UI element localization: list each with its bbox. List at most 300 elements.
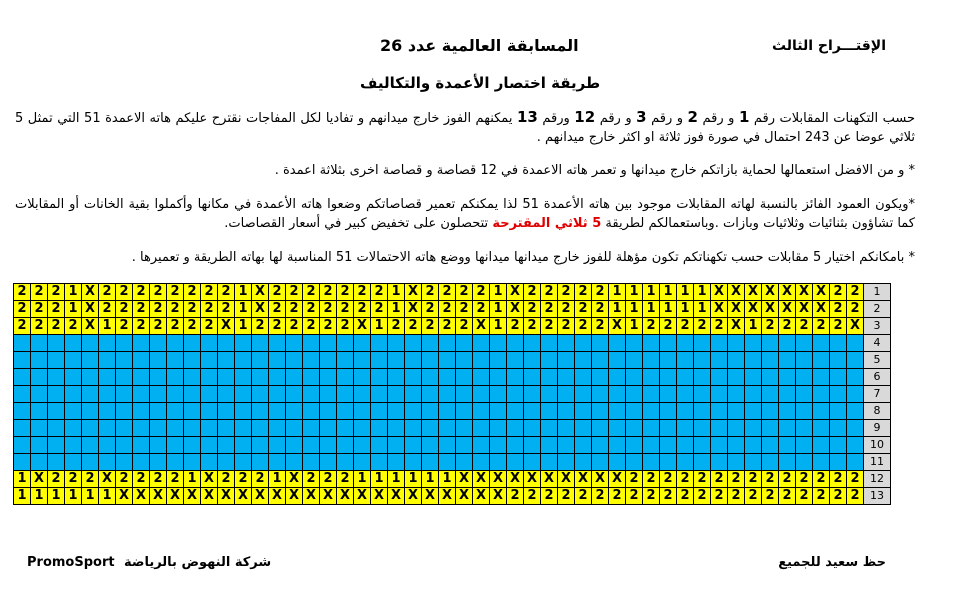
grid-cell: 1	[388, 471, 405, 488]
grid-cell: 2	[541, 284, 558, 301]
grid-cell-empty	[14, 454, 31, 471]
grid-cell: 2	[456, 318, 473, 335]
grid-cell: 2	[524, 318, 541, 335]
grid-cell: 2	[269, 301, 286, 318]
grid-cell: X	[779, 301, 796, 318]
grid-cell-empty	[796, 437, 813, 454]
grid-cell-empty	[813, 420, 830, 437]
grid-cell-empty	[524, 386, 541, 403]
grid-cell: 2	[473, 284, 490, 301]
grid-cell-empty	[694, 352, 711, 369]
grid-cell: 2	[456, 284, 473, 301]
row-number: 5	[864, 352, 891, 369]
grid-cell: 2	[677, 488, 694, 505]
grid-cell: X	[388, 488, 405, 505]
page-subtitle: طريقة اختصار الأعمدة والتكاليف	[360, 74, 601, 92]
grid-cell-empty	[116, 352, 133, 369]
grid-cell-empty	[116, 369, 133, 386]
grid-cell-empty	[201, 437, 218, 454]
grid-cell-empty	[184, 369, 201, 386]
grid-cell-empty	[99, 437, 116, 454]
grid-cell: 2	[779, 318, 796, 335]
grid-cell-empty	[796, 454, 813, 471]
grid-cell-empty	[354, 352, 371, 369]
grid-cell-empty	[575, 386, 592, 403]
grid-cell-empty	[745, 335, 762, 352]
grid-cell-empty	[711, 386, 728, 403]
grid-cell-empty	[762, 335, 779, 352]
grid-cell-empty	[269, 335, 286, 352]
grid-cell: 2	[728, 471, 745, 488]
grid-cell: X	[218, 488, 235, 505]
grid-cell-empty	[48, 352, 65, 369]
grid-cell-empty	[643, 403, 660, 420]
grid-cell-empty	[847, 335, 864, 352]
grid-cell: X	[524, 471, 541, 488]
grid-cell-empty	[626, 369, 643, 386]
grid-cell: 2	[320, 318, 337, 335]
grid-cell-empty	[711, 420, 728, 437]
grid-cell-empty	[473, 437, 490, 454]
grid-cell-empty	[796, 403, 813, 420]
grid-cell-empty	[218, 437, 235, 454]
grid-cell: 2	[762, 318, 779, 335]
grid-cell-empty	[592, 386, 609, 403]
grid-cell: 2	[575, 301, 592, 318]
grid-cell-empty	[14, 420, 31, 437]
grid-cell: X	[728, 284, 745, 301]
grid-cell-empty	[48, 335, 65, 352]
grid-cell: X	[252, 284, 269, 301]
grid-cell: 2	[847, 284, 864, 301]
grid-cell: X	[490, 471, 507, 488]
grid-cell: 2	[133, 471, 150, 488]
p1-text-a: حسب التكهنات المقابلات رقم	[753, 111, 916, 126]
grid-cell: X	[31, 471, 48, 488]
grid-cell-empty	[473, 352, 490, 369]
grid-cell-empty	[609, 454, 626, 471]
grid-cell: 2	[439, 318, 456, 335]
grid-cell-empty	[422, 369, 439, 386]
grid-cell-empty	[728, 420, 745, 437]
grid-cell-empty	[184, 386, 201, 403]
grid-cell: 2	[303, 471, 320, 488]
grid-cell: X	[541, 471, 558, 488]
grid-cell-empty	[218, 386, 235, 403]
grid-cell-empty	[643, 420, 660, 437]
grid-cell-empty	[813, 352, 830, 369]
grid-cell-empty	[337, 335, 354, 352]
intro-paragraph	[15, 108, 915, 147]
grid-cell-empty	[677, 454, 694, 471]
grid-cell-empty	[524, 335, 541, 352]
grid-cell-empty	[269, 352, 286, 369]
grid-cell: 2	[116, 471, 133, 488]
grid-cell-empty	[354, 403, 371, 420]
grid-cell: 2	[150, 318, 167, 335]
p1-text-f: يمكنهم الفوز خارج ميدانهم و تفاديا لكل المفاجات نقترح عليكم هاته الاعمدة 51 التي تمثل 5 ثلاثي عوضا عن 243 احتمال في صورة فوز ثلاثة او اكثر خارج ميدانهم .	[15, 111, 915, 145]
grid-cell: X	[354, 488, 371, 505]
grid-cell-empty	[524, 420, 541, 437]
grid-cell-empty	[507, 352, 524, 369]
grid-cell: 2	[592, 284, 609, 301]
grid-cell-empty	[388, 369, 405, 386]
grid-cell-empty	[269, 437, 286, 454]
grid-cell-empty	[31, 454, 48, 471]
grid-row-2	[14, 301, 891, 318]
grid-cell-empty	[48, 454, 65, 471]
grid-cell: 2	[541, 318, 558, 335]
grid-cell: 2	[643, 318, 660, 335]
grid-cell-empty	[371, 335, 388, 352]
grid-cell-empty	[133, 420, 150, 437]
grid-cell-empty	[762, 437, 779, 454]
grid-cell-empty	[830, 454, 847, 471]
grid-cell: 1	[371, 471, 388, 488]
grid-cell-empty	[643, 437, 660, 454]
grid-cell-empty	[490, 335, 507, 352]
grid-cell: 2	[813, 318, 830, 335]
grid-cell-empty	[507, 454, 524, 471]
grid-cell-empty	[541, 403, 558, 420]
grid-cell: X	[337, 488, 354, 505]
grid-cell-empty	[473, 369, 490, 386]
page-title: المسابقة العالمية عدد 26	[380, 36, 579, 55]
grid-cell-empty	[592, 420, 609, 437]
grid-cell: 1	[439, 471, 456, 488]
match-number-1: 1	[738, 108, 750, 126]
grid-cell-empty	[541, 369, 558, 386]
grid-cell-empty	[626, 335, 643, 352]
grid-cell-empty	[745, 369, 762, 386]
grid-cell-empty	[660, 352, 677, 369]
grid-cell: X	[252, 488, 269, 505]
grid-cell: 2	[48, 284, 65, 301]
grid-cell-empty	[592, 403, 609, 420]
grid-cell: X	[184, 488, 201, 505]
grid-cell-empty	[235, 386, 252, 403]
grid-cell: 2	[745, 488, 762, 505]
grid-cell: 2	[167, 471, 184, 488]
grid-cell-empty	[796, 420, 813, 437]
grid-cell-empty	[507, 437, 524, 454]
grid-cell: 2	[286, 301, 303, 318]
grid-cell-empty	[575, 403, 592, 420]
grid-cell: 2	[116, 318, 133, 335]
grid-cell: 2	[592, 488, 609, 505]
grid-cell: 1	[490, 301, 507, 318]
grid-cell-empty	[609, 369, 626, 386]
grid-cell-empty	[541, 335, 558, 352]
grid-cell: 1	[31, 488, 48, 505]
grid-cell-empty	[320, 335, 337, 352]
grid-cell-empty	[286, 352, 303, 369]
grid-cell-empty	[31, 403, 48, 420]
grid-cell: 2	[796, 471, 813, 488]
row-number: 4	[864, 335, 891, 352]
grid-cell-empty	[371, 403, 388, 420]
grid-cell-empty	[694, 386, 711, 403]
grid-cell: X	[82, 318, 99, 335]
grid-cell-empty	[82, 352, 99, 369]
grid-cell-empty	[847, 403, 864, 420]
grid-cell: 2	[592, 318, 609, 335]
grid-cell-empty	[320, 403, 337, 420]
grid-cell-empty	[745, 386, 762, 403]
p3-text-b: تتحصلون على تخفيض كبير في أسعار القصاصات.	[224, 216, 489, 231]
grid-cell-empty	[439, 369, 456, 386]
grid-cell: 2	[609, 488, 626, 505]
grid-cell-empty	[252, 335, 269, 352]
grid-cell-empty	[65, 454, 82, 471]
grid-cell-empty	[150, 386, 167, 403]
grid-cell: X	[779, 284, 796, 301]
grid-cell-empty	[490, 420, 507, 437]
grid-cell-empty	[82, 335, 99, 352]
grid-cell: X	[354, 318, 371, 335]
grid-cell: X	[762, 301, 779, 318]
grid-cell-empty	[48, 369, 65, 386]
grid-cell-empty	[388, 352, 405, 369]
grid-cell-empty	[558, 386, 575, 403]
row-number: 12	[864, 471, 891, 488]
grid-cell: 2	[201, 284, 218, 301]
grid-cell-empty	[626, 386, 643, 403]
grid-cell-empty	[252, 386, 269, 403]
grid-cell-empty	[796, 386, 813, 403]
grid-cell: 2	[150, 284, 167, 301]
grid-cell-empty	[133, 352, 150, 369]
grid-cell-empty	[779, 369, 796, 386]
grid-cell-empty	[167, 352, 184, 369]
grid-cell-empty	[762, 454, 779, 471]
grid-cell-empty	[269, 369, 286, 386]
grid-cell-empty	[235, 335, 252, 352]
grid-cell: 2	[813, 488, 830, 505]
grid-cell: X	[728, 301, 745, 318]
grid-cell-empty	[847, 352, 864, 369]
grid-cell: 2	[405, 318, 422, 335]
grid-cell-empty	[320, 437, 337, 454]
grid-cell-empty	[813, 403, 830, 420]
grid-cell-empty	[184, 420, 201, 437]
grid-cell-empty	[252, 420, 269, 437]
row-number: 3	[864, 318, 891, 335]
grid-cell: 2	[218, 301, 235, 318]
grid-cell: 2	[303, 301, 320, 318]
grid-cell: X	[473, 471, 490, 488]
grid-cell-empty	[847, 454, 864, 471]
grid-cell-empty	[235, 420, 252, 437]
grid-cell: 2	[422, 318, 439, 335]
grid-cell: 2	[507, 318, 524, 335]
grid-cell-empty	[507, 420, 524, 437]
grid-cell-empty	[82, 386, 99, 403]
grid-cell: 2	[456, 301, 473, 318]
grid-cell-empty	[524, 403, 541, 420]
grid-cell-empty	[558, 335, 575, 352]
grid-cell-empty	[779, 335, 796, 352]
grid-cell: 2	[694, 488, 711, 505]
p1-text-c: و رقم	[651, 111, 684, 126]
grid-cell: X	[320, 488, 337, 505]
grid-cell: 2	[575, 488, 592, 505]
grid-cell-empty	[167, 386, 184, 403]
grid-cell: 1	[48, 488, 65, 505]
grid-cell: 2	[796, 318, 813, 335]
grid-cell: X	[99, 471, 116, 488]
grid-cell-empty	[745, 420, 762, 437]
grid-cell-empty	[99, 352, 116, 369]
grid-cell-empty	[711, 437, 728, 454]
grid-cell: 2	[116, 301, 133, 318]
grid-cell: 2	[167, 284, 184, 301]
grid-cell: 2	[575, 284, 592, 301]
grid-cell: 2	[558, 284, 575, 301]
grid-cell: 1	[65, 488, 82, 505]
grid-cell-empty	[677, 403, 694, 420]
grid-cell-empty	[422, 403, 439, 420]
row-number: 6	[864, 369, 891, 386]
grid-cell: 2	[201, 318, 218, 335]
grid-cell: 2	[813, 471, 830, 488]
grid-cell: X	[439, 488, 456, 505]
grid-cell: 2	[762, 488, 779, 505]
grid-cell: 2	[558, 318, 575, 335]
grid-cell-empty	[388, 335, 405, 352]
grid-cell-empty	[762, 403, 779, 420]
grid-cell: 2	[133, 301, 150, 318]
grid-cell-empty	[456, 420, 473, 437]
grid-cell-empty	[694, 369, 711, 386]
grid-cell-empty	[82, 454, 99, 471]
grid-cell: 2	[694, 318, 711, 335]
grid-cell-empty	[133, 335, 150, 352]
grid-cell-empty	[762, 352, 779, 369]
grid-cell-empty	[320, 420, 337, 437]
grid-cell-empty	[592, 437, 609, 454]
grid-cell: X	[711, 301, 728, 318]
grid-cell-empty	[422, 420, 439, 437]
grid-cell-empty	[643, 335, 660, 352]
grid-cell-empty	[14, 352, 31, 369]
grid-cell-empty	[711, 352, 728, 369]
grid-row-12	[14, 471, 891, 488]
grid-cell-empty	[150, 420, 167, 437]
grid-cell-empty	[422, 352, 439, 369]
row-number: 9	[864, 420, 891, 437]
grid-cell-empty	[694, 403, 711, 420]
grid-cell-empty	[728, 454, 745, 471]
grid-cell-empty	[371, 386, 388, 403]
grid-cell-empty	[796, 369, 813, 386]
grid-row-13	[14, 488, 891, 505]
grid-cell-empty	[677, 352, 694, 369]
grid-cell: 2	[269, 284, 286, 301]
grid-cell-empty	[31, 386, 48, 403]
grid-cell: 2	[184, 301, 201, 318]
grid-cell: 1	[65, 284, 82, 301]
grid-cell: 2	[422, 301, 439, 318]
grid-cell: X	[762, 284, 779, 301]
grid-cell: 1	[643, 301, 660, 318]
grid-cell-empty	[643, 454, 660, 471]
grid-cell: 2	[65, 318, 82, 335]
grid-cell-empty	[660, 454, 677, 471]
grid-cell-empty	[728, 369, 745, 386]
grid-cell: X	[218, 318, 235, 335]
grid-cell-empty	[82, 420, 99, 437]
grid-cell: 2	[167, 301, 184, 318]
grid-cell: 2	[830, 318, 847, 335]
grid-cell-empty	[745, 454, 762, 471]
grid-cell: X	[507, 284, 524, 301]
grid-cell: 2	[354, 301, 371, 318]
grid-cell: 2	[643, 488, 660, 505]
grid-cell-empty	[31, 335, 48, 352]
grid-cell-empty	[167, 437, 184, 454]
grid-cell-empty	[133, 454, 150, 471]
grid-cell-empty	[167, 335, 184, 352]
grid-cell-empty	[694, 454, 711, 471]
grid-cell-empty	[235, 437, 252, 454]
grid-row-4	[14, 335, 891, 352]
grid-cell-empty	[218, 335, 235, 352]
grid-cell-empty	[405, 437, 422, 454]
grid-cell: 1	[235, 318, 252, 335]
grid-row-5	[14, 352, 891, 369]
grid-cell-empty	[116, 437, 133, 454]
grid-cell: 2	[337, 318, 354, 335]
grid-cell-empty	[303, 403, 320, 420]
grid-cell-empty	[354, 454, 371, 471]
grid-cell-empty	[524, 369, 541, 386]
grid-row-8	[14, 403, 891, 420]
grid-cell: 1	[14, 471, 31, 488]
grid-cell-empty	[405, 454, 422, 471]
grid-cell-empty	[507, 403, 524, 420]
grid-cell: X	[473, 318, 490, 335]
grid-cell-empty	[456, 386, 473, 403]
grid-cell-empty	[150, 369, 167, 386]
grid-cell-empty	[728, 352, 745, 369]
grid-cell-empty	[303, 437, 320, 454]
grid-cell: 2	[150, 471, 167, 488]
grid-cell: 2	[388, 318, 405, 335]
grid-cell: 1	[626, 284, 643, 301]
grid-cell-empty	[354, 386, 371, 403]
grid-cell: 2	[99, 301, 116, 318]
grid-cell-empty	[320, 352, 337, 369]
grid-cell-empty	[592, 352, 609, 369]
grid-cell-empty	[286, 420, 303, 437]
grid-cell-empty	[82, 403, 99, 420]
grid-cell: 1	[388, 301, 405, 318]
grid-cell-empty	[405, 403, 422, 420]
grid-cell-empty	[150, 403, 167, 420]
row-number: 10	[864, 437, 891, 454]
grid-cell-empty	[575, 352, 592, 369]
grid-cell-empty	[31, 369, 48, 386]
grid-cell: 2	[303, 318, 320, 335]
grid-cell-empty	[320, 369, 337, 386]
grid-cell-empty	[541, 420, 558, 437]
grid-cell: X	[558, 471, 575, 488]
grid-cell: 2	[65, 471, 82, 488]
row-number: 7	[864, 386, 891, 403]
grid-cell: 1	[354, 471, 371, 488]
grid-cell: 2	[439, 301, 456, 318]
